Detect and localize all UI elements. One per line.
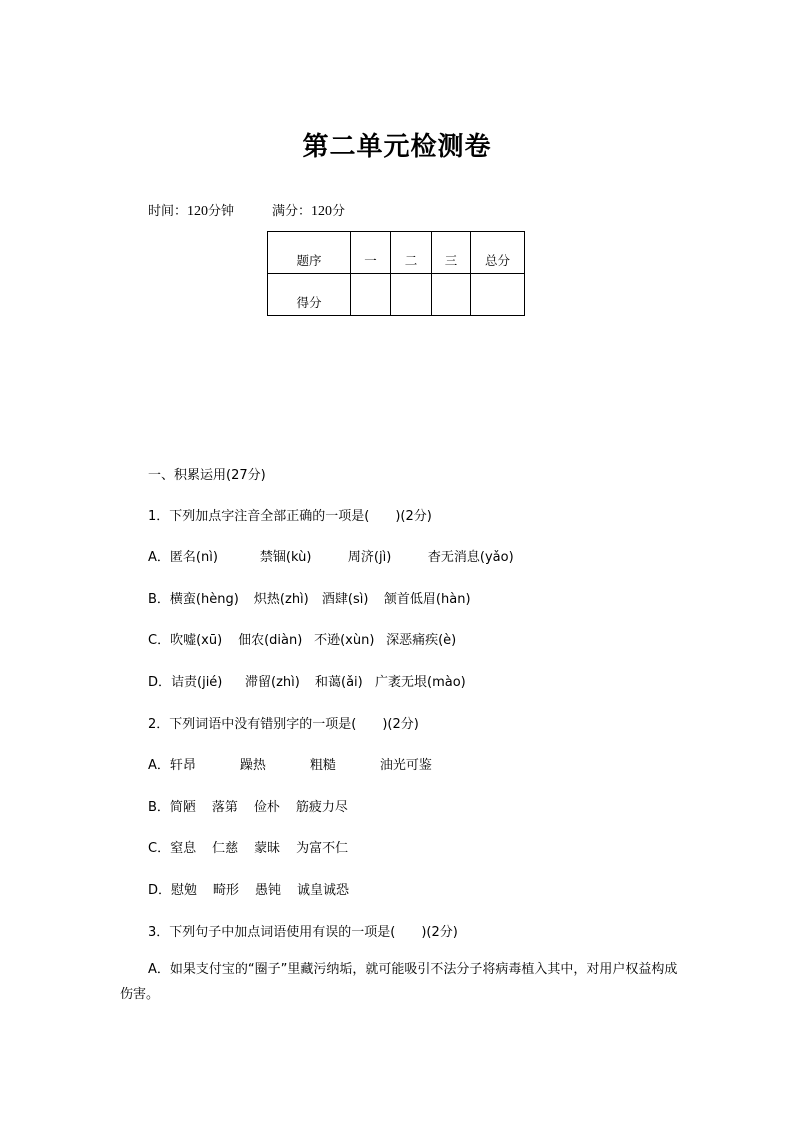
option-item: 躁热 (239, 758, 266, 773)
option-item: 油光可鉴 (379, 758, 432, 773)
option-letter: C． (148, 633, 171, 648)
option-row (148, 754, 432, 773)
full-score-info (272, 200, 345, 220)
option-row (148, 546, 514, 565)
option-row (148, 588, 471, 607)
score-input-cell[interactable] (432, 274, 471, 316)
score-table-header-cell: 题序 (268, 232, 351, 274)
option-letter: A． (148, 758, 170, 773)
option-item: 广袤无垠(mào) (375, 675, 466, 690)
score-table-header-cell: 二 (391, 232, 432, 274)
option-item: 落第 (211, 800, 238, 815)
score-table (267, 231, 525, 316)
question-stem: 1．下列加点字注音全部正确的一项是( )(2分) (148, 509, 432, 524)
option-item: 杳无消息(yǎo) (427, 550, 514, 565)
option-row (148, 837, 348, 856)
option-item: 为富不仁 (296, 841, 349, 856)
score-input-cell[interactable] (351, 274, 391, 316)
score-table-header-row (268, 232, 525, 274)
score-input-cell[interactable] (391, 274, 432, 316)
option-item: 横蛮(hèng) (169, 592, 239, 607)
score-table-header-cell: 总分 (471, 232, 525, 274)
option-item: 滞留(zhì) (245, 675, 300, 690)
option-item: 炽热(zhì) (253, 592, 309, 607)
option-row (148, 879, 349, 898)
option-item: 佃农(diàn) (238, 633, 303, 648)
option-item: 酒肆(sì) (321, 592, 369, 607)
option-row (148, 629, 456, 648)
option-item: 和蔼(ǎi) (315, 675, 363, 690)
option-row (148, 796, 348, 815)
option-item: 周济(jì) (347, 550, 392, 565)
option-item: 蒙昧 (254, 841, 281, 856)
time-label: 时间： (148, 204, 188, 219)
option-letter: B． (148, 592, 170, 607)
option-letter: D． (148, 675, 172, 690)
option-item: 简陋 (169, 800, 196, 815)
score-table-score-row (268, 274, 525, 316)
option-item: 俭朴 (253, 800, 280, 815)
option-item: 粗糙 (309, 758, 336, 773)
option-item: 窒息 (170, 841, 197, 856)
option-row (148, 671, 466, 690)
option-letter: C． (148, 841, 171, 856)
option-item: 匿名(nì) (169, 550, 218, 565)
option-item: 不逊(xùn) (314, 633, 375, 648)
score-table-header-cell: 三 (432, 232, 471, 274)
option-item: 筋疲力尽 (295, 800, 348, 815)
time-info (148, 200, 234, 220)
time-unit: 分钟 (208, 204, 235, 219)
score-label: 满分： (272, 204, 312, 219)
option-item: 诘责(jié) (171, 675, 223, 690)
option-paragraph: A．如果支付宝的“圈子”里藏污纳垢，就可能吸引不法分子将病毒植入其中，对用户权益构成伤害。 (120, 962, 678, 1002)
option-item: 慰勉 (171, 883, 198, 898)
option-item: 诚皇诚恐 (297, 883, 350, 898)
option-item: 畸形 (213, 883, 240, 898)
option-item: 吹嘘(xū) (170, 633, 223, 648)
score-table-header-cell: 一 (351, 232, 391, 274)
option-item: 深恶痛疾(è) (386, 633, 457, 648)
score-unit: 分 (332, 204, 346, 219)
question-stem: 3．下列句子中加点词语使用有误的一项是( )(2分) (148, 925, 458, 940)
page-title: 第二单元检测卷 (302, 132, 492, 162)
time-value: 120 (187, 204, 209, 219)
option-item: 轩昂 (169, 758, 196, 773)
option-letter: B． (148, 800, 170, 815)
option-item: 颔首低眉(hàn) (383, 592, 471, 607)
option-item: 禁锢(kù) (259, 550, 312, 565)
option-letter: A． (148, 550, 170, 565)
question-stem: 2．下列词语中没有错别字的一项是( )(2分) (148, 717, 419, 732)
score-value: 120 (311, 204, 333, 219)
score-row-label: 得分 (268, 274, 351, 316)
option-item: 仁慈 (212, 841, 239, 856)
score-input-cell[interactable] (471, 274, 525, 316)
option-item: 愚钝 (255, 883, 282, 898)
section-heading: 一、积累运用(27分) (148, 468, 266, 483)
option-letter: D． (148, 883, 172, 898)
